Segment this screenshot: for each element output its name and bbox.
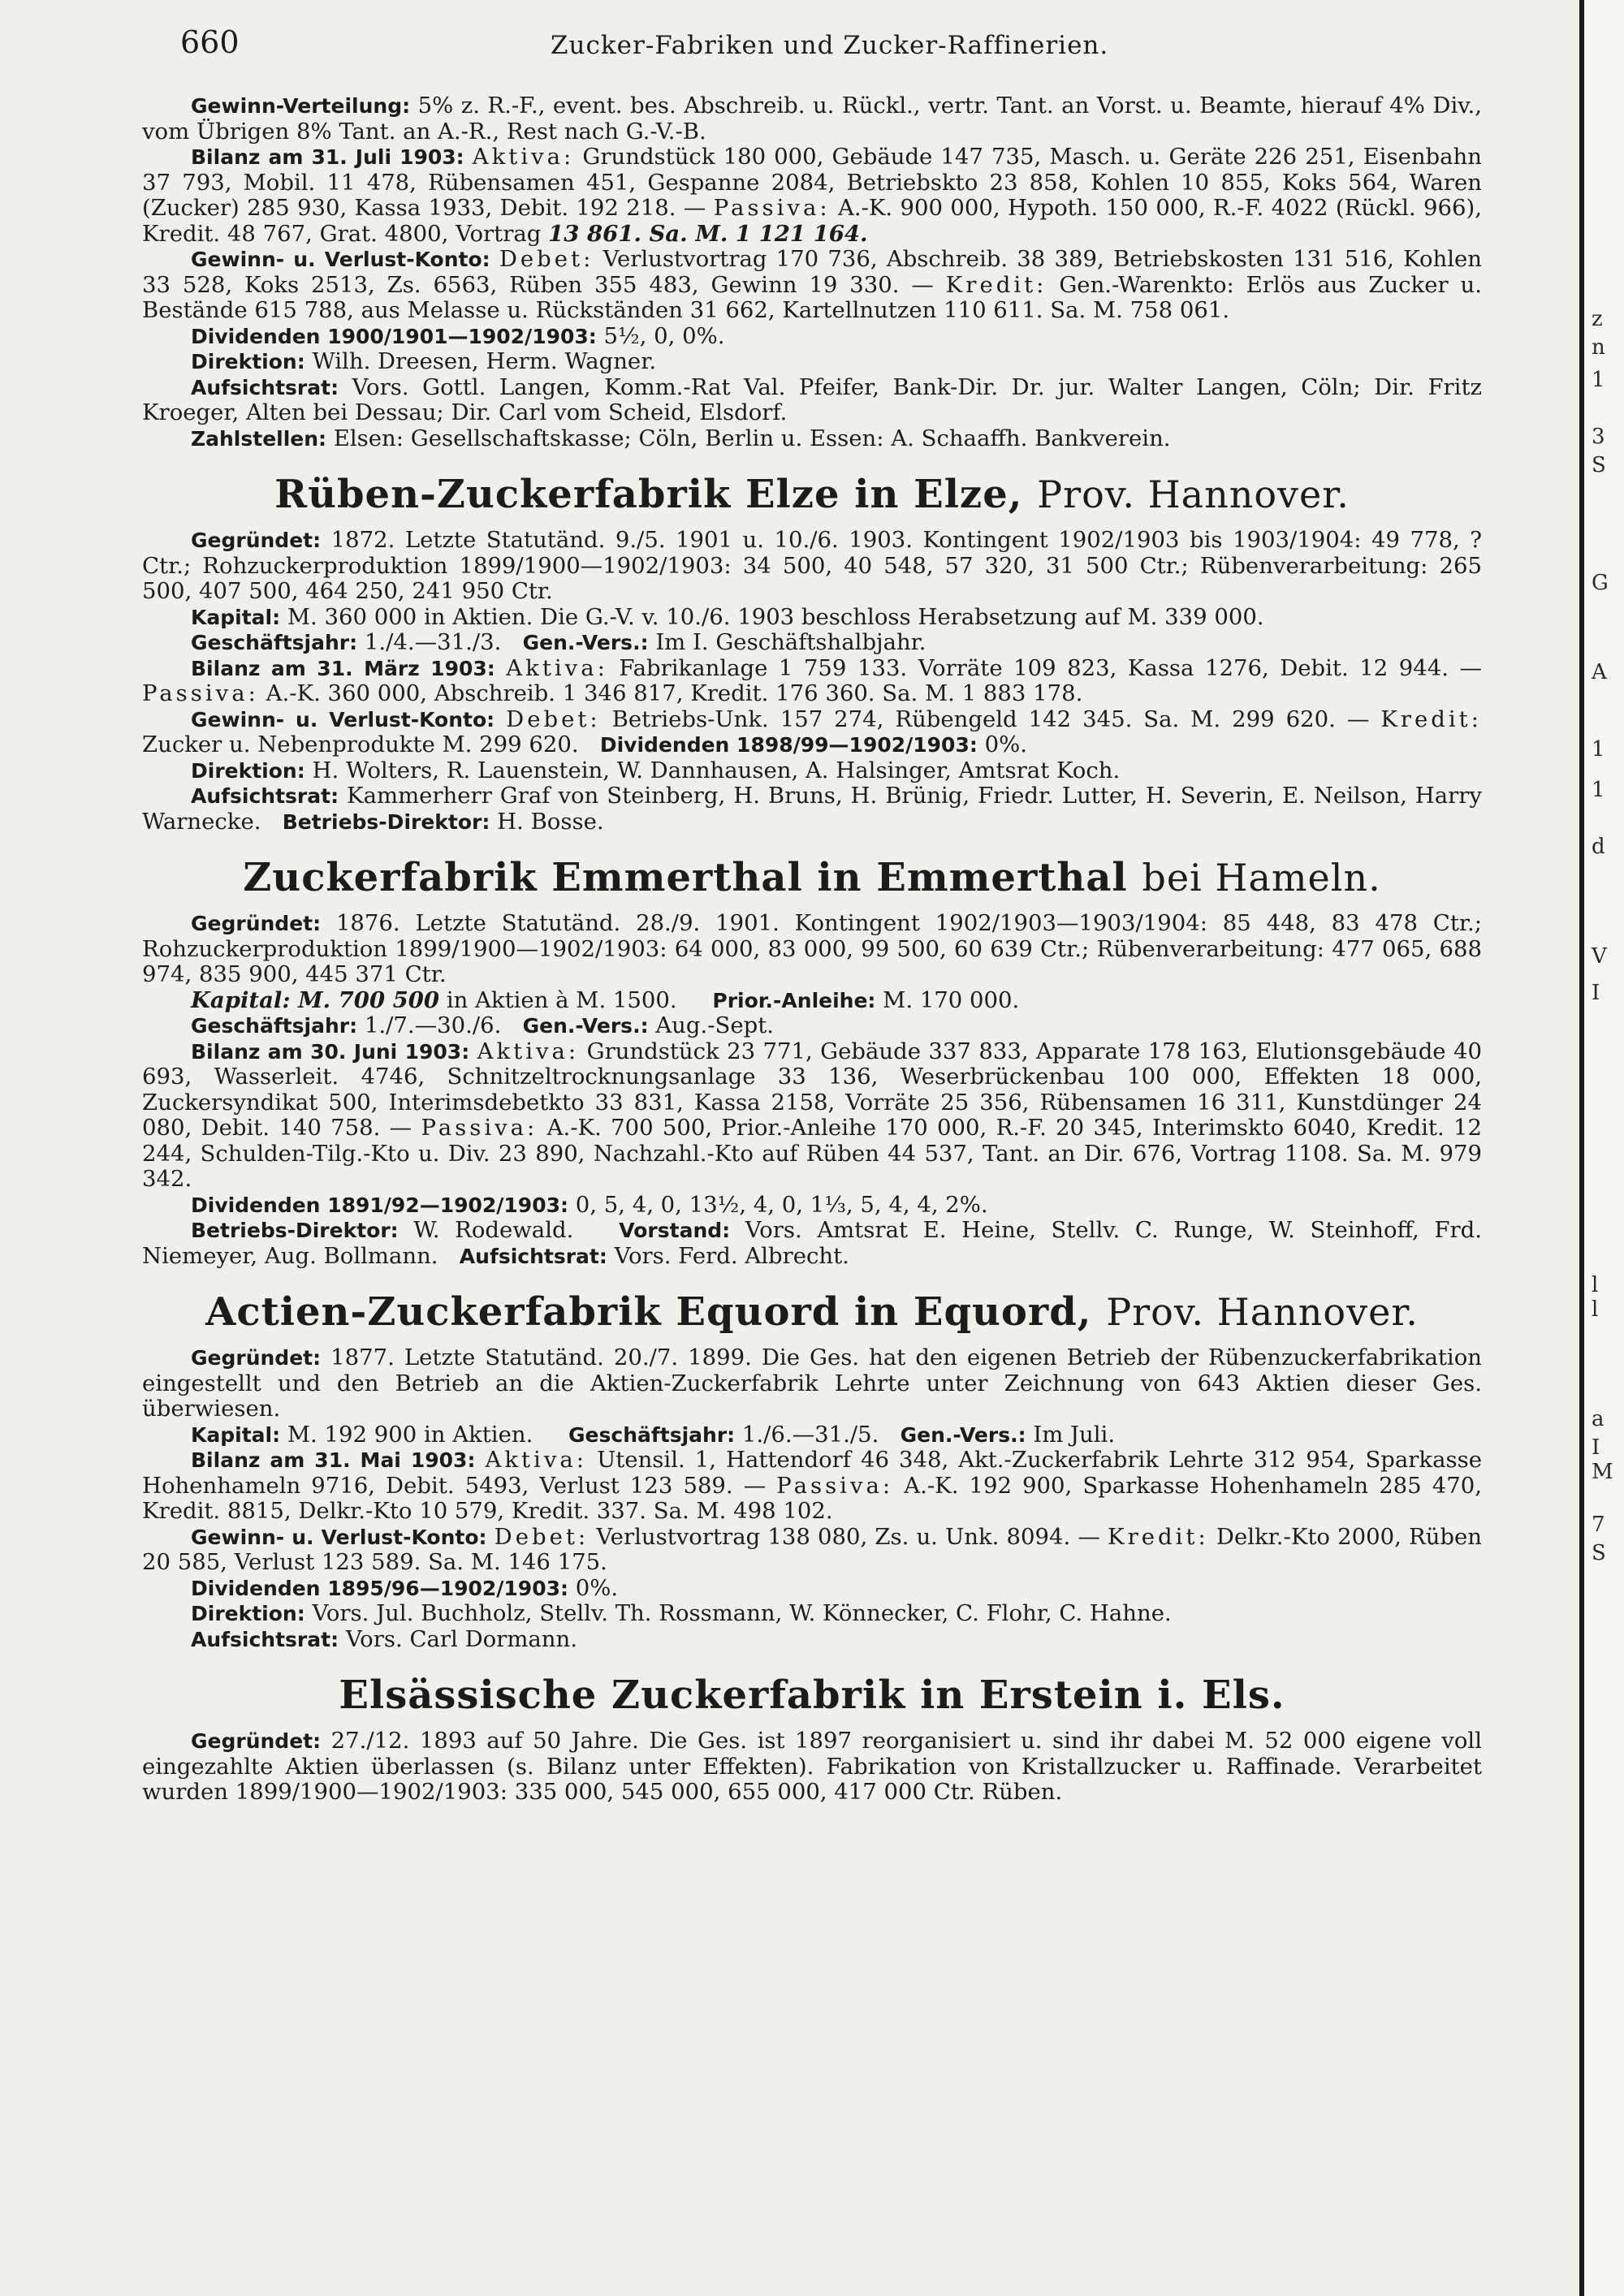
section-erstein	[142, 1670, 1482, 1806]
aufsichtsrat-paragraph: Aufsichtsrat: Vors. Carl Dormann.	[191, 1625, 577, 1652]
edge-fragment: 3	[1592, 425, 1605, 449]
direktion-paragraph: Direktion: Vors. Jul. Buchholz, Stellv. Th. Rossmann, W. Könnecker, C. Flohr, C. Hahne.	[191, 1600, 1172, 1626]
company-heading-emmerthal: Zuckerfabrik Emmerthal in Emmerthal bei Hameln.	[243, 855, 1381, 900]
bilanz-paragraph: Bilanz am 31. Mai 1903: Aktiva: Utensil. 1, Hattendorf 46 348, Akt.-Zuckerfabrik Lehrte 312 954, Sparkasse Hohenhameln 9716, Debit. 5493, Verlust 123 589. — Passiva: A.-K. 192 900, Sparkasse Hohenhameln 285 470, Kredit. 8815, Delkr.-Kto 10 579, Kredit. 337. Sa. M. 498 102.	[142, 1447, 1482, 1524]
gewinn-verlust-paragraph: Gewinn- u. Verlust-Konto: Debet: Betriebs-Unk. 157 274, Rübengeld 142 345. Sa. M. 299 620. — Kredit: Zucker u. Nebenprodukte M. 299 620. Dividenden 1898/99—1902/1903: 0%.	[142, 706, 1482, 757]
kapital-paragraph: Kapital: M. 192 900 in Aktien. Geschäftsjahr: 1./6.—31./5. Gen.-Vers.: Im Juli.	[191, 1421, 1116, 1448]
dividenden-paragraph: Dividenden 1891/92—1902/1903: 0, 5, 4, 0, 13½, 4, 0, 1⅓, 5, 4, 4, 2%.	[191, 1191, 988, 1218]
direktion-paragraph: Direktion: H. Wolters, R. Lauenstein, W. Dannhausen, A. Halsinger, Amtsrat Koch.	[191, 757, 1121, 783]
direktion-paragraph: Direktion: Wilh. Dreesen, Herm. Wagner.	[191, 348, 657, 374]
handwritten-kapital: Kapital: M. 700 500	[191, 986, 440, 1013]
edge-fragment: S	[1592, 1541, 1606, 1565]
dividenden-paragraph: Dividenden 1895/96—1902/1903: 0%.	[191, 1574, 619, 1601]
edge-fragment: G	[1592, 571, 1609, 595]
company-heading-elze: Rüben-Zuckerfabrik Elze in Elze, Prov. Hannover.	[274, 472, 1350, 517]
edge-fragment: V	[1592, 944, 1607, 969]
section-previous-company	[142, 93, 1482, 451]
edge-fragment: l	[1592, 1273, 1599, 1297]
edge-fragment: I	[1592, 981, 1600, 1005]
company-heading-equord: Actien-Zuckerfabrik Equord in Equord, Prov. Hannover.	[205, 1289, 1419, 1335]
section-emmerthal	[142, 852, 1482, 1269]
geschaeftsjahr-paragraph: Geschäftsjahr: 1./4.—31./3. Gen.-Vers.: Im I. Geschäftshalbjahr.	[191, 629, 926, 655]
handwritten-note: 13 861. Sa. M. 1 121 164.	[548, 220, 868, 247]
edge-fragment: n	[1592, 335, 1605, 360]
running-head: Zucker-Fabriken und Zucker-Raffinerien.	[551, 31, 1109, 60]
gewinn-verlust-paragraph: Gewinn- u. Verlust-Konto: Debet: Verlustvortrag 170 736, Abschreib. 38 389, Betriebskosten 131 516, Kohlen 33 528, Koks 2513, Zs. 6563, Rüben 355 483, Gewinn 19 330. — Kredit: Gen.-Warenkto: Erlös aus Zucker u. Bestände 615 788, aus Melasse u. Rückständen 31 662, Kartellnutzen 110 611. Sa. M. 758 061.	[142, 246, 1482, 323]
gewinn-verteilung-paragraph: Gewinn-Verteilung: 5% z. R.-F., event. bes. Abschreib. u. Rückl., vertr. Tant. an Vorst. u. Beamte, hierauf 4% Div., vom Übrigen 8% Tant. an A.-R., Rest nach G.-V.-B.	[142, 93, 1482, 145]
section-elze	[142, 469, 1482, 835]
bilanz-paragraph: Bilanz am 31. Juli 1903: Aktiva: Grundstück 180 000, Gebäude 147 735, Masch. u. Geräte 226 251, Eisenbahn 37 793, Mobil. 11 478, Rübensamen 451, Gespanne 2084, Betriebskto 23 858, Kohlen 10 855, Koks 564, Waren (Zucker) 285 930, Kassa 1933, Debit. 192 218. — Passiva: A.-K. 900 000, Hypoth. 150 000, R.-F. 4022 (Rückl. 966), Kredit. 48 767, Grat. 4800, Vortrag 13 861. Sa. M. 1 121 164.	[142, 144, 1482, 247]
edge-fragment: A	[1592, 660, 1607, 684]
bilanz-paragraph: Bilanz am 30. Juni 1903: Aktiva: Grundstück 23 771, Gebäude 337 833, Apparate 178 163, Elutionsgebäude 40 693, Wasserleit. 4746, Schnitzeltrocknungsanlage 33 136, Weserbrückenbau 100 000, Effekten 18 000, Zuckersyndikat 500, Interimsdebetkto 33 831, Kassa 2158, Vorräte 25 356, Rübensamen 16 311, Kunstdünger 24 080, Debit. 140 758. — Passiva: A.-K. 700 500, Prior.-Anleihe 170 000, R.-F. 20 345, Interimskto 6040, Kredit. 12 244, Schulden-Tilg.-Kto u. Div. 23 890, Nachzahl.-Kto auf Rüben 44 537, Tant. an Dir. 676, Vortrag 1108. Sa. M. 979 342.	[142, 1038, 1482, 1192]
kapital-paragraph: Kapital: M. 360 000 in Aktien. Die G.-V. v. 10./6. 1903 beschloss Herabsetzung auf M. 339 000.	[191, 603, 1264, 630]
edge-fragment: S	[1592, 453, 1606, 477]
company-heading-erstein: Elsässische Zuckerfabrik in Erstein i. Els.	[339, 1672, 1285, 1718]
section-equord	[142, 1287, 1482, 1652]
gegruendet-paragraph: Gegründet: 1876. Letzte Statutänd. 28./9. 1901. Kontingent 1902/1903—1903/1904: 85 448, 83 478 Ctr.; Rohzuckerproduktion 1899/1900—1902/1903: 64 000, 83 000, 99 500, 60 639 Ctr.; Rübenverarbeitung: 477 065, 688 974, 835 900, 445 371 Ctr.	[142, 910, 1483, 987]
geschaeftsjahr-paragraph: Geschäftsjahr: 1./7.—30./6. Gen.-Vers.: Aug.-Sept.	[191, 1012, 775, 1038]
edge-fragment: 1	[1592, 778, 1605, 802]
kapital-paragraph: Kapital: M. 700 500 in Aktien à M. 1500. Prior.-Anleihe: M. 170 000.	[191, 986, 1020, 1013]
zahlstellen-paragraph: Zahlstellen: Elsen: Gesellschaftskasse; Cöln, Berlin u. Essen: A. Schaaffh. Bankverein.	[191, 425, 1171, 451]
edge-fragment: 1	[1592, 368, 1605, 392]
aufsichtsrat-paragraph: Aufsichtsrat: Kammerherr Graf von Steinberg, H. Bruns, H. Brünig, Friedr. Lutter, H. Severin, E. Neilson, Harry Warnecke. Betriebs-Direktor: H. Bosse.	[142, 783, 1482, 835]
edge-fragment: 7	[1592, 1513, 1605, 1537]
gegruendet-paragraph: Gegründet: 1877. Letzte Statutänd. 20./7. 1899. Die Ges. hat den eigenen Betrieb der Rübenzuckerfabrikation eingestellt und den Betrieb an die Aktien-Zuckerfabrik Lehrte unter Zeichnung von 643 Aktien dieser Ges. überwiesen.	[142, 1344, 1482, 1422]
gegruendet-paragraph: Gegründet: 27./12. 1893 auf 50 Jahre. Die Ges. ist 1897 reorganisiert u. sind ihr dabei M. 52 000 eigene voll eingezahlte Aktien überlassen (s. Bilanz unter Effekten). Fabrikation von Kristallzucker u. Raffinade. Verarbeitet wurden 1899/1900—1902/1903: 335 000, 545 000, 655 000, 417 000 Ctr. Rüben.	[142, 1728, 1482, 1805]
edge-fragment: a	[1592, 1407, 1605, 1431]
betriebs-direktor-paragraph: Betriebs-Direktor: W. Rodewald. Vorstand: Vors. Amtsrat E. Heine, Stellv. C. Runge, W. Steinhoff, Frd. Niemeyer, Aug. Bollmann. Aufsichtsrat: Vors. Ferd. Albrecht.	[142, 1217, 1483, 1269]
edge-fragment: M	[1592, 1460, 1613, 1484]
gewinn-verlust-paragraph: Gewinn- u. Verlust-Konto: Debet: Verlustvortrag 138 080, Zs. u. Unk. 8094. — Kredit: Delkr.-Kto 2000, Rüben 20 585, Verlust 123 589. Sa. M. 146 175.	[142, 1523, 1483, 1575]
edge-fragment: 1	[1592, 737, 1605, 762]
edge-fragment: z	[1592, 307, 1603, 331]
gegruendet-paragraph: Gegründet: 1872. Letzte Statutänd. 9./5. 1901 u. 10./6. 1903. Kontingent 1902/1903 bis 1903/1904: 49 778, ? Ctr.; Rohzuckerproduktion 1899/1900—1902/1903: 34 500, 40 548, 57 320, 31 500 Ctr.; Rübenverarbeitung: 265 500, 407 500, 464 250, 241 950 Ctr.	[142, 527, 1483, 604]
dividenden-paragraph: Dividenden 1900/1901—1902/1903: 5½, 0, 0%.	[191, 322, 725, 349]
edge-fragment: d	[1592, 835, 1605, 859]
page-number: 660	[180, 24, 240, 60]
page-content	[142, 93, 1482, 1806]
edge-fragment: I	[1592, 1435, 1600, 1460]
bilanz-paragraph: Bilanz am 31. März 1903: Aktiva: Fabrikanlage 1 759 133. Vorräte 109 823, Kassa 1276, Debit. 12 944. — Passiva: A.-K. 360 000, Abschreib. 1 346 817, Kredit. 176 360. Sa. M. 1 883 178.	[142, 654, 1483, 706]
aufsichtsrat-paragraph: Aufsichtsrat: Vors. Gottl. Langen, Komm.-Rat Val. Pfeifer, Bank-Dir. Dr. jur. Walter Langen, Cöln; Dir. Fritz Kroeger, Alten bei Dessau; Dir. Carl vom Scheid, Elsdorf.	[142, 373, 1483, 425]
edge-fragment: l	[1592, 1297, 1599, 1322]
